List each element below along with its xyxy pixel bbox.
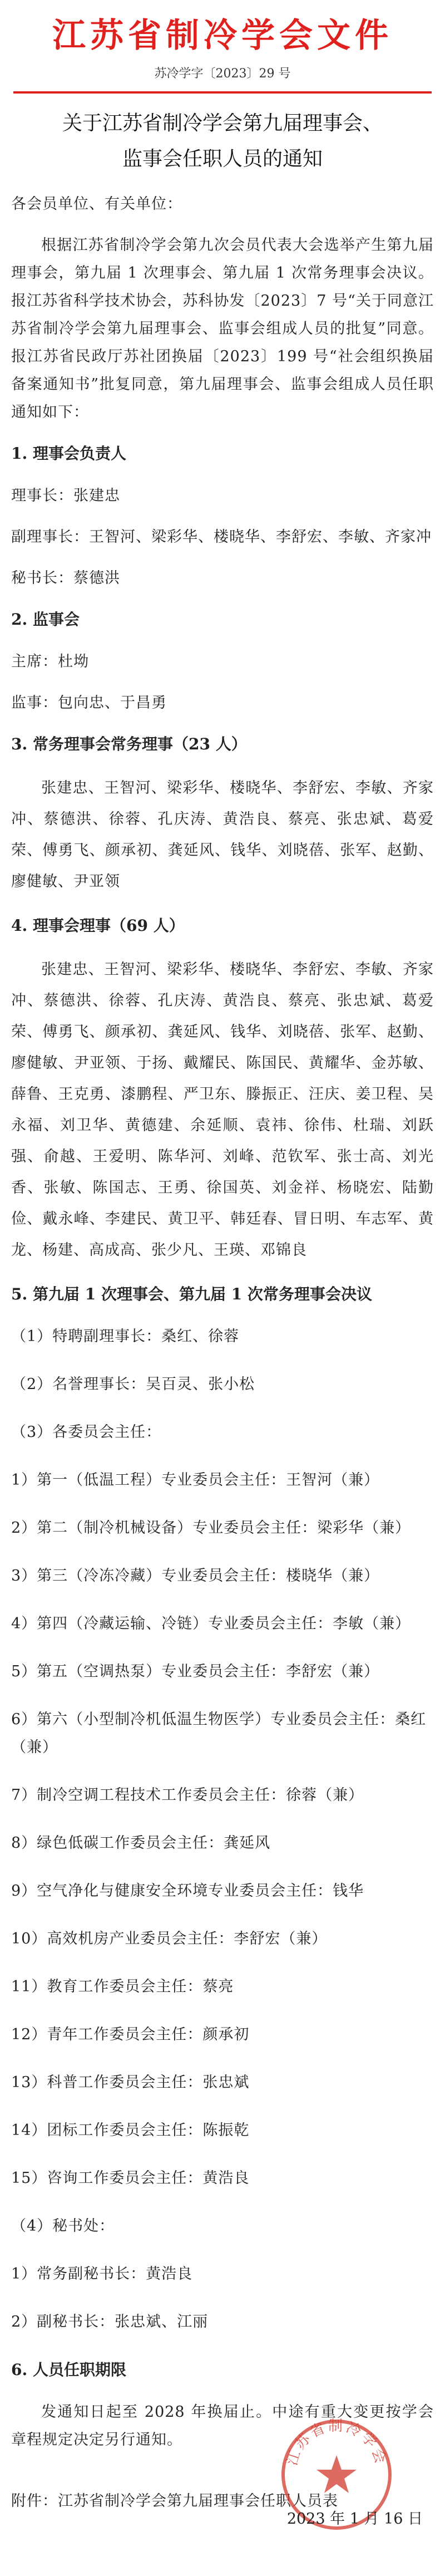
supervisors-line: 监事：包向忠、于昌勇 (11, 694, 167, 712)
section-4-heading: 4. 理事会理事（69 人） (11, 916, 185, 935)
salutation: 各会员单位、有关单位： (11, 195, 182, 213)
resolution-item: 8）绿色低碳工作委员会主任：龚延风 (11, 1834, 271, 1852)
resolution-item: （3）各委员会主任： (11, 1424, 162, 1441)
resolution-item: 7）制冷空调工程技术工作委员会主任：徐蓉（兼） (11, 1787, 364, 1804)
resolution-item: 2）第二（制冷机械设备）专业委员会主任：梁彩华（兼） (11, 1519, 411, 1537)
secretary-general-line: 秘书长：蔡德洪 (11, 570, 120, 587)
resolution-item: 12）青年工作委员会主任：颜承初 (11, 2026, 250, 2043)
resolution-item: 10）高效机房产业委员会主任：李舒宏（兼） (11, 1930, 328, 1947)
resolution-item: 9）空气净化与健康安全环境专业委员会主任：钱华 (11, 1882, 364, 1900)
document-number: 苏冷学字〔2023〕29 号 (154, 67, 291, 81)
resolution-item: 6）第六（小型制冷机低温生物医学）专业委员会主任：桑红（兼） (11, 1711, 427, 1756)
section-3-heading: 3. 常务理事会常务理事（23 人） (11, 735, 247, 753)
resolution-item: 13）科普工作委员会主任：张忠斌 (11, 2074, 250, 2091)
directors-names: 张建忠、王智河、梁彩华、楼晓华、李舒宏、李敏、齐家冲、蔡德洪、徐蓉、孔庆涛、黄浩良、蔡亮、张忠斌、葛爱荣、傅勇飞、颜承初、龚延风、钱华、刘晓蓓、张军、赵勤、廖健敏、尹亚领、于扬、戴耀民、陈国民、黄耀华、金苏敏、薛鲁、王克勇、漆鹏程、严卫东、滕振正、汪庆、姜卫程、吴永福、刘卫华、黄德建、余延顺、袁祎、徐伟、杜瑞、刘跃强、俞越、王爱明、陈华河、刘峰、范钦军、张士高、刘光香、张敏、陈国志、王勇、徐国英、刘金祥、杨晓宏、陆勤俭、戴永峰、李建民、黄卫平、韩廷春、冒日明、车志军、黄龙、杨建、高成高、张少凡、王瑛、邓锦良 (11, 961, 434, 1259)
resolution-item: 11）教育工作委员会主任：蔡亮 (11, 1978, 234, 1995)
issue-date: 2023 年 1 月 16 日 (286, 2510, 423, 2528)
resolution-item: （1）特聘副理事长：桑红、徐蓉 (11, 1328, 240, 1345)
resolution-item: 1）第一（低温工程）专业委员会主任：王智河（兼） (11, 1471, 380, 1489)
resolution-item: 3）第三（冷冻冷藏）专业委员会主任：楼晓华（兼） (11, 1567, 380, 1584)
resolution-list (11, 1323, 434, 2336)
notice-title-line-2: 监事会任职人员的通知 (122, 148, 323, 170)
resolution-item: 4）第四（冷藏运输、冷链）专业委员会主任：李敏（兼） (11, 1615, 411, 1632)
resolution-item: 2）副秘书长：张忠斌、江丽 (11, 2313, 209, 2330)
chairman-line: 理事长：张建忠 (11, 487, 120, 504)
notice-title (33, 106, 412, 177)
term-paragraph: 发通知日起至 2028 年换届止。中途有重大变更按学会章程规定决定另行通知。 (11, 2403, 434, 2449)
section-1-heading: 1. 理事会负责人 (11, 444, 126, 463)
attachment-line: 附件：江苏省制冷学会第九届理事会任职人员表 (11, 2492, 338, 2510)
org-masthead-title: 江苏省制冷学会文件 (52, 16, 393, 55)
intro-paragraph: 根据江苏省制冷学会第九次会员代表大会选举产生第九届理事会，第九届 1 次理事会、第九届 1 次常务理事会决议。报江苏省科学技术协会，苏科协发〔2023〕7 号“关于同意江苏省制冷学会第九届理事会、监事会组成人员的批复”同意。报江苏省民政厅苏社团换届〔2023〕199 号“社会组织换届备案通知书”批复同意，第九届理事会、监事会组成人员任职通知如下： (11, 237, 434, 421)
section-6-heading: 6. 人员任职期限 (11, 2361, 126, 2379)
vice-chairman-line: 副理事长：王智河、梁彩华、楼晓华、李舒宏、李敏、齐家冲 (11, 528, 432, 546)
standing-directors-names: 张建忠、王智河、梁彩华、楼晓华、李舒宏、李敏、齐家冲、蔡德洪、徐蓉、孔庆涛、黄浩良、蔡亮、张忠斌、葛爱荣、傅勇飞、颜承初、龚延风、钱华、刘晓蓓、张军、赵勤、廖健敏、尹亚领 (11, 779, 434, 890)
resolution-item: 5）第五（空调热泵）专业委员会主任：李舒宏（兼） (11, 1663, 380, 1680)
supervisory-chief-line: 主席：杜坳 (11, 653, 89, 670)
resolution-item: 14）团标工作委员会主任：陈振乾 (11, 2122, 250, 2139)
resolution-item: 1）常务副秘书长：黄浩良 (11, 2265, 193, 2283)
resolution-item: （4）秘书处： (11, 2217, 115, 2235)
document-body (11, 190, 434, 2529)
resolution-item: 15）咨询工作委员会主任：黄浩良 (11, 2170, 250, 2187)
section-2-heading: 2. 监事会 (11, 610, 80, 629)
seal-text: 江苏省制冷学会 (284, 2418, 389, 2468)
red-divider-line (13, 91, 432, 94)
notice-title-line-1: 关于江苏省制冷学会第九届理事会、 (62, 112, 383, 135)
section-5-heading: 5. 第九届 1 次理事会、第九届 1 次常务理事会决议 (11, 1285, 372, 1303)
resolution-item: （2）名誉理事长：吴百灵、张小松 (11, 1376, 255, 1393)
